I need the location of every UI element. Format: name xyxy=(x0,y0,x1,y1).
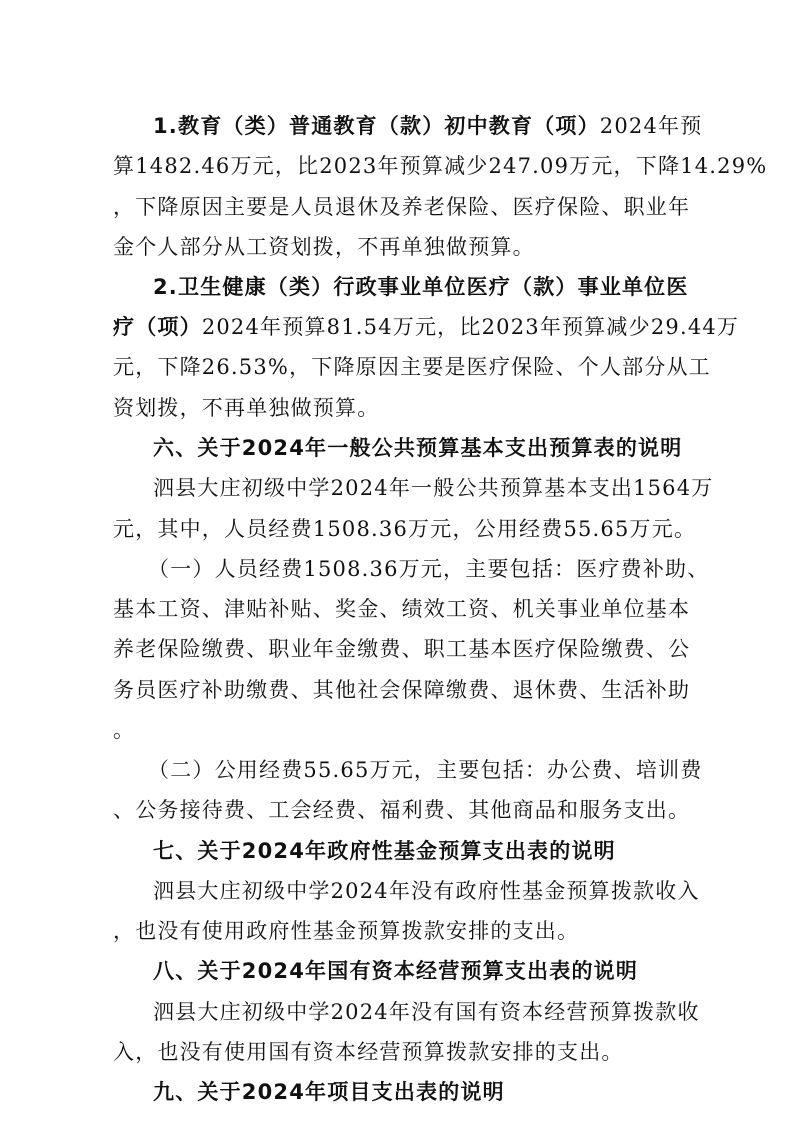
paragraph-line: 养老保险缴费、职业年金缴费、职工基本医疗保险缴费、公 xyxy=(113,637,691,661)
paragraph-line: 资划拨，不再单独做预算。 xyxy=(113,396,380,420)
paragraph-line xyxy=(153,273,689,301)
paragraph-line: 入，也没有使用国有资本经营预算拨款安排的支出。 xyxy=(113,1040,624,1064)
paragraph-line: （一）人员经费1508.36万元，主要包括：医疗费补助、 xyxy=(148,557,710,581)
item-title: 1.教育（类）普通教育（款）初中教育（项） xyxy=(153,114,600,138)
paragraph-line: 元，下降26.53%，下降原因主要是医疗保险、个人部分从工 xyxy=(113,355,711,379)
paragraph-line: 元，其中，人员经费1508.36万元，公用经费55.65万元。 xyxy=(113,517,697,541)
paragraph-line: ，也没有使用政府性基金预算拨款安排的支出。 xyxy=(113,919,580,943)
paragraph-line: 务员医疗补助缴费、其他社会保障缴费、退休费、生活补助 xyxy=(113,678,691,702)
paragraph-line: 泗县大庄初级中学2024年没有国有资本经营预算拨款收 xyxy=(153,1000,700,1024)
paragraph-line: 、公务接待费、工会经费、福利费、其他商品和服务支出。 xyxy=(113,798,691,822)
paragraph-line xyxy=(153,112,702,140)
section-heading: 六、关于2024年一般公共预算基本支出预算表的说明 xyxy=(153,436,683,460)
paragraph-line: 基本工资、津贴补贴、奖金、绩效工资、机关事业单位基本 xyxy=(113,597,691,621)
paragraph-line: （二）公用经费55.65万元，主要包括：办公费、培训费 xyxy=(148,758,703,782)
line-text: 2024年预算81.54万元，比2023年预算减少29.44万 xyxy=(201,315,740,339)
paragraph-line: 泗县大庄初级中学2024年一般公共预算基本支出1564万 xyxy=(153,476,714,500)
section-heading: 九、关于2024年项目支出表的说明 xyxy=(153,1080,505,1104)
item-title: 2.卫生健康（类）行政事业单位医疗（款）事业单位医 xyxy=(153,275,689,299)
section-heading: 八、关于2024年国有资本经营预算支出表的说明 xyxy=(153,959,639,983)
paragraph-line xyxy=(113,313,739,341)
item-title: 疗（项） xyxy=(113,315,202,339)
section-heading: 七、关于2024年政府性基金预算支出表的说明 xyxy=(153,839,616,863)
paragraph-line: ，下降原因主要是人员退休及养老保险、医疗保险、职业年 xyxy=(113,195,691,219)
paragraph-line: 泗县大庄初级中学2024年没有政府性基金预算拨款收入 xyxy=(153,879,700,903)
line-text: 2024年预 xyxy=(599,114,703,138)
paragraph-line: 金个人部分从工资划拨，不再单独做预算。 xyxy=(113,235,535,259)
paragraph-line: 算1482.46万元，比2023年预算减少247.09万元，下降14.29% xyxy=(113,154,768,178)
paragraph-line: 。 xyxy=(113,718,136,742)
